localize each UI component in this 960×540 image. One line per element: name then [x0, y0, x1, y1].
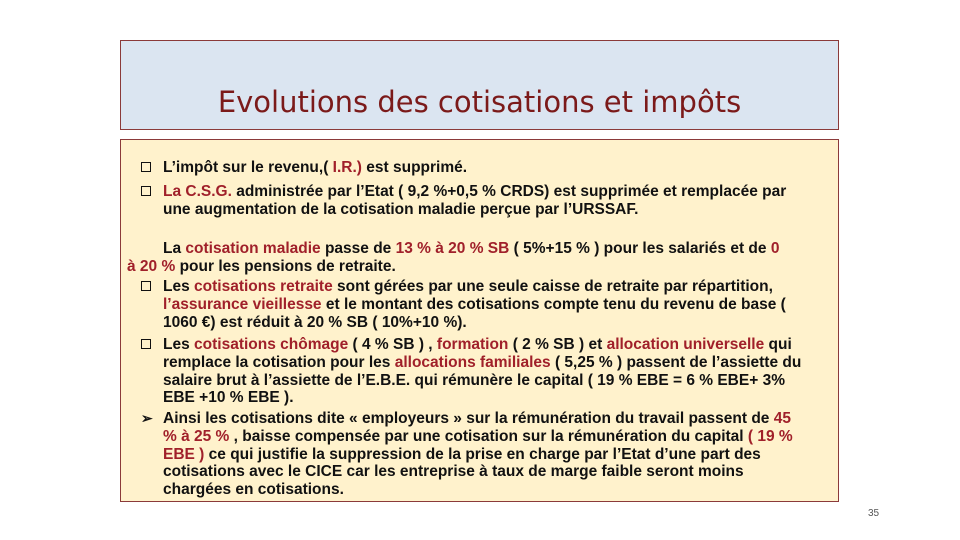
title-box [120, 40, 839, 130]
bullet-csg: La C.S.G. administrée par l’Etat ( 9,2 %+0,5 % CRDS) est supprimée et remplacée par une augmentation de la cotisation maladie perçue par l’URSSAF. [163, 183, 803, 219]
checkbox-bullet-icon [141, 339, 151, 349]
slide-title: Evolutions des cotisations et impôts [217, 85, 742, 119]
checkbox-bullet-icon [141, 281, 151, 291]
bullet-income-tax: L’impôt sur le revenu,( I.R.) est supprimé. [163, 159, 803, 177]
arrow-bullet-icon: ➢ [141, 410, 153, 426]
bullet-retraite: Les cotisations retraite sont gérées par une seule caisse de retraite par répartition, l’assurance vieillesse et le montant des cotisations compte tenu du revenu de base ( 1060 €) est réduit à 20 % SB ( 10%+10 %). [163, 278, 803, 331]
paragraph-maladie: La cotisation maladie passe de 13 % à 20 % SB ( 5%+15 % ) pour les salariés et de 0 à 20 % pour les pensions de retraite. [127, 240, 780, 275]
page-number: 35 [868, 508, 880, 519]
checkbox-bullet-icon [141, 162, 151, 172]
content-box [120, 139, 839, 502]
bullet-chomage: Les cotisations chômage ( 4 % SB ) , formation ( 2 % SB ) et allocation universelle qui remplace la cotisation pour les allocations familiales ( 5,25 % ) passent de l’assiette du salaire brut à l’assiette de l’E.B.E. qui rémunère le capital ( 19 % EBE = 6 % EBE+ 3% EBE +10 % EBE ). [163, 336, 803, 407]
checkbox-bullet-icon [141, 186, 151, 196]
bullet-ainsi: ➢ Ainsi les cotisations dite « employeurs » sur la rémunération du travail passent de 45 % à 25 % , baisse compensée par une cotisation sur la rémunération du capital ( 19 % EBE ) ce qui justifie la suppression de la prise en charge par l’Etat d’une part des cotisations avec le CICE car les entreprise à taux de marge faible seront moins chargées en cotisations. [141, 410, 793, 499]
